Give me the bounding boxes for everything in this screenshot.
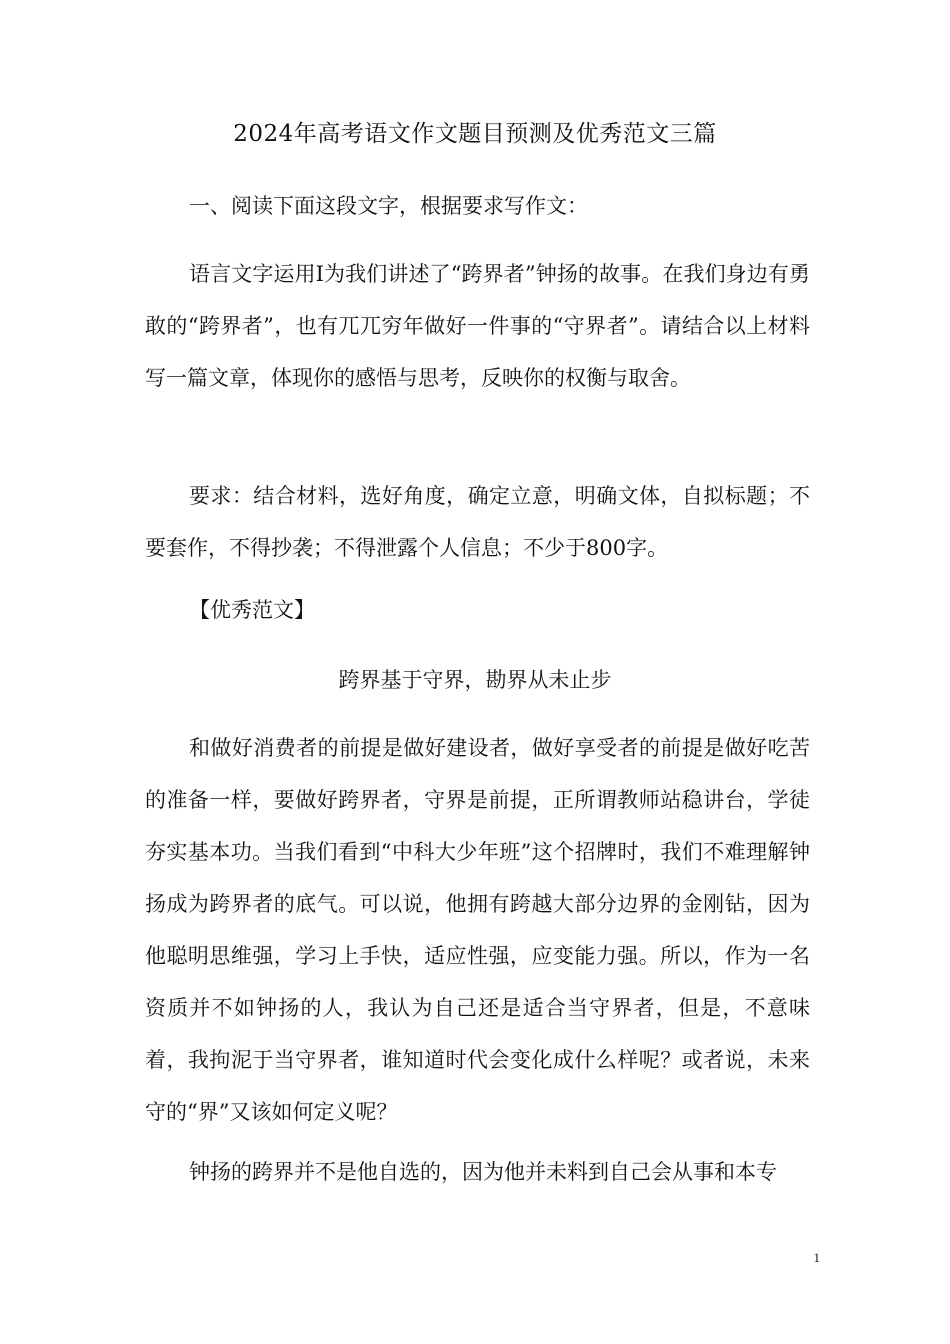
document-title: 2024年高考语文作文题目预测及优秀范文三篇 bbox=[233, 121, 717, 147]
essay-paragraph-1: 和做好消费者的前提是做好建设者，做好享受者的前提是做好吃苦的准备一样，要做好跨界者，守界是前提，正所谓教师站稳讲台，学徒夯实基本功。当我们看到“中科大少年班”这个招牌时，我们不难理解钟扬成为跨界者的底气。可以说，他拥有跨越大部分边界的金刚钻，因为他聪明思维强，学习上手快，适应性强，应变能力强。所以，作为一名资质并不如钟扬的人，我认为自己还是适合当守界者，但是，不意味着，我拘泥于当守界者，谁知道时代会变化成什么样呢？或者说，未来守的“界”又该如何定义呢？ bbox=[145, 736, 810, 1124]
sample-essay-label: 【优秀范文】 bbox=[189, 598, 315, 622]
essay-paragraph-2: 钟扬的跨界并不是他自选的，因为他并未料到自己会从事和本专 bbox=[189, 1160, 777, 1184]
prompt-paragraph: 语言文字运用Ⅰ为我们讲述了“跨界者”钟扬的故事。在我们身边有勇敢的“跨界者”，也有兀兀穷年做好一件事的“守界者”。请结合以上材料写一篇文章，体现你的感悟与思考，反映你的权衡与取舍。 bbox=[145, 262, 810, 390]
essay-title: 跨界基于守界，勘界从未止步 bbox=[338, 668, 612, 692]
section-heading: 一、阅读下面这段文字，根据要求写作文： bbox=[189, 194, 588, 218]
requirements-paragraph: 要求：结合材料，选好角度，确定立意，明确文体，自拟标题；不要套作，不得抄袭；不得泄露个人信息；不少于800字。 bbox=[145, 484, 810, 560]
page-number: 1 bbox=[813, 1250, 820, 1265]
